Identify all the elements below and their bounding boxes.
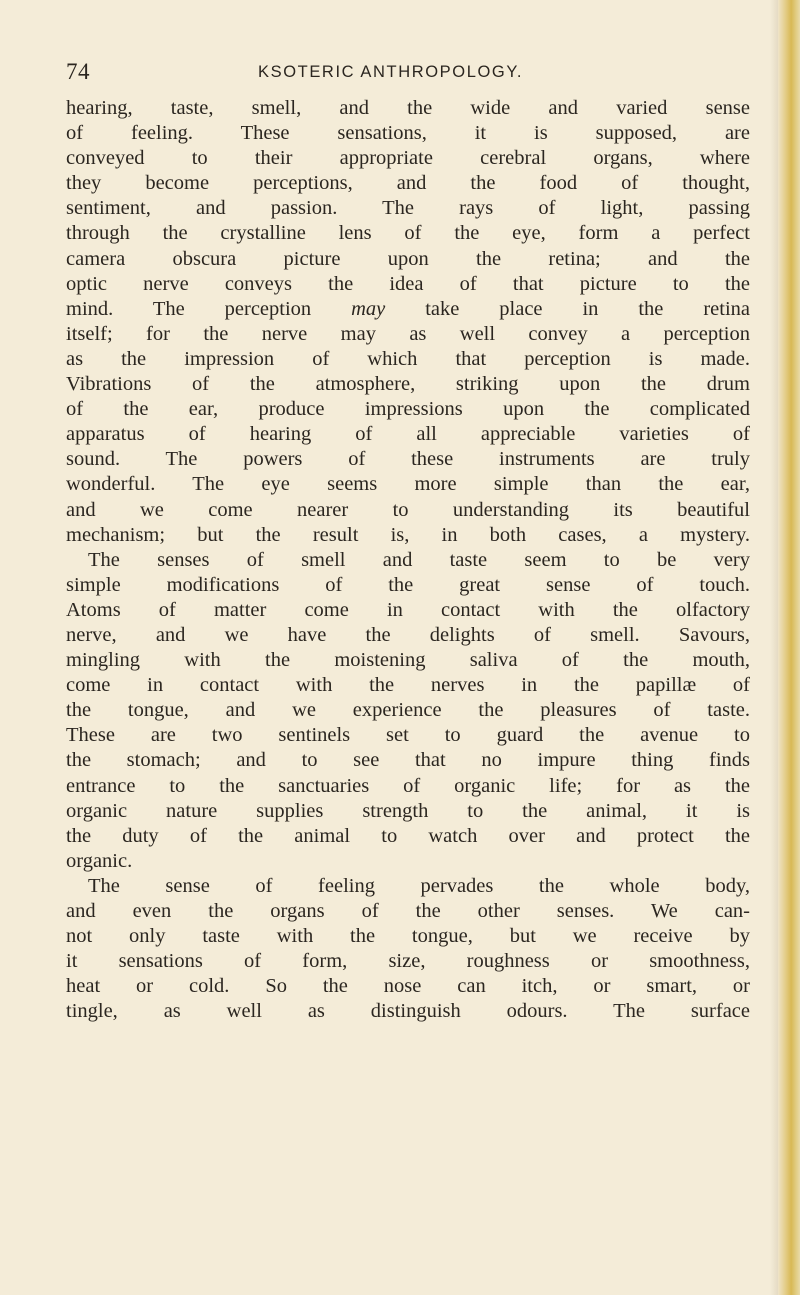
text-line: sound. The powers of these instruments are truly xyxy=(66,448,750,471)
body-text xyxy=(66,96,750,1024)
page-edge-shadow xyxy=(770,0,778,1295)
text-fragment: mind. The perception xyxy=(66,297,352,320)
text-line: simple modifications of the great sense of touch. xyxy=(66,573,750,596)
emphasized-word: may xyxy=(351,297,386,320)
text-line: and we come nearer to understanding its beautiful xyxy=(66,498,750,521)
text-line: hearing, taste, smell, and the wide and varied sense xyxy=(66,97,750,119)
text-line: sentiment, and passion. The rays of light, passing xyxy=(66,197,750,220)
text-line: come in contact with the nerves in the papillæ of xyxy=(66,674,750,697)
text-fragment: take place in the retina xyxy=(385,297,751,320)
text-line: they become perceptions, and the food of thought, xyxy=(66,172,750,195)
text-line: the stomach; and to see that no impure thing finds xyxy=(66,749,750,772)
text-line: entrance to the sanctuaries of organic life; for as the xyxy=(66,774,750,797)
text-line: itself; for the nerve may as well convey a perception xyxy=(66,322,750,345)
text-line: through the crystalline lens of the eye, form a perfect xyxy=(66,222,750,245)
text-line: Atoms of matter come in contact with the olfactory xyxy=(66,598,750,621)
text-line: of the ear, produce impressions upon the complicated xyxy=(66,398,750,421)
text-line: the duty of the animal to watch over and protect the xyxy=(66,824,750,847)
text-line: mechanism; but the result is, in both cases, a mystery. xyxy=(66,523,750,546)
text-line: as the impression of which that perception is made. xyxy=(66,347,750,370)
text-line: heat or cold. So the nose can itch, or smart, or xyxy=(66,975,750,998)
text-line: nerve, and we have the delights of smell. Savours, xyxy=(66,623,750,646)
text-line: wonderful. The eye seems more simple than the ear, xyxy=(66,473,750,496)
running-head xyxy=(66,59,756,89)
text-line: These are two sentinels set to guard the avenue to xyxy=(66,724,750,747)
text-line: tingle, as well as distinguish odours. The surface xyxy=(66,1000,750,1023)
text-line: apparatus of hearing of all appreciable varieties of xyxy=(66,423,750,446)
text-line: camera obscura picture upon the retina; and the xyxy=(66,247,750,270)
text-line: organic nature supplies strength to the animal, it is xyxy=(66,799,750,822)
text-line: Vibrations of the atmosphere, striking upon the drum xyxy=(66,373,750,396)
text-line: not only taste with the tongue, but we receive by xyxy=(66,925,750,948)
paragraph-start-line: The sense of feeling pervades the whole body, xyxy=(88,874,750,897)
text-line: the tongue, and we experience the pleasures of taste. xyxy=(66,699,750,722)
paragraph-end-line: organic. xyxy=(66,849,133,872)
book-title: KSOTERIC ANTHROPOLOGY. xyxy=(258,63,524,81)
text-line: conveyed to their appropriate cerebral organs, where xyxy=(66,147,750,170)
text-line: it sensations of form, size, roughness or smoothness, xyxy=(66,950,750,973)
page-number: 74 xyxy=(66,59,90,84)
text-line: optic nerve conveys the idea of that picture to the xyxy=(66,272,750,295)
paragraph-start-line: The senses of smell and taste seem to be very xyxy=(88,548,750,571)
text-line: mingling with the moistening saliva of the mouth, xyxy=(66,649,750,672)
text-line-emphasis xyxy=(66,297,750,322)
page-edge xyxy=(778,0,800,1295)
text-line: of feeling. These sensations, it is supposed, are xyxy=(66,122,750,145)
text-line: and even the organs of the other senses. We can- xyxy=(66,900,750,922)
